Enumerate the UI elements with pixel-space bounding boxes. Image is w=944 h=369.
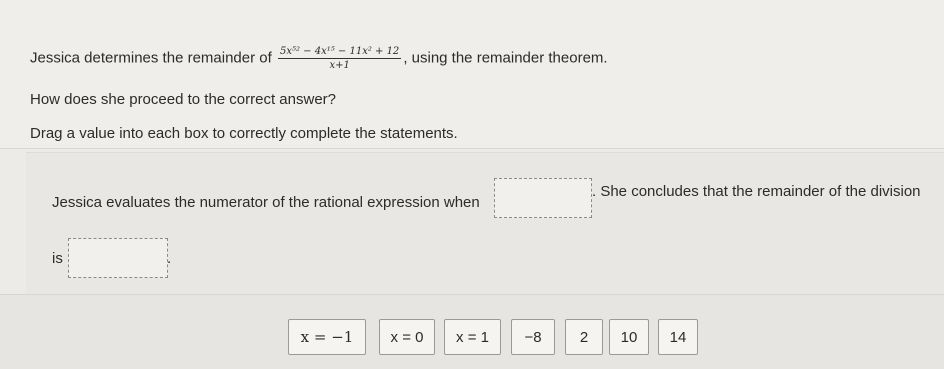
tile-2[interactable]: 2 — [565, 319, 603, 355]
question-line-1 — [30, 46, 608, 71]
fraction-denominator: x+1 — [329, 60, 350, 71]
tile-10[interactable]: 10 — [609, 319, 649, 355]
drop-box-x-value[interactable] — [494, 178, 592, 218]
tile-x-equals-neg1[interactable]: x = −1 — [288, 319, 366, 355]
fraction-numerator: 5x⁵² − 4x¹⁵ − 11x² + 12 — [279, 46, 400, 57]
question-area — [0, 0, 944, 148]
statement-text-3: is — [52, 250, 63, 267]
statement-text-2: . She concludes that the remainder of the division — [592, 183, 921, 200]
drop-box-remainder[interactable] — [68, 238, 168, 278]
question-instructions: Drag a value into each box to correctly complete the statements. — [30, 125, 458, 142]
statement-text-1: Jessica evaluates the numerator of the rational expression when — [52, 194, 480, 211]
statement-text-4: . — [167, 250, 172, 267]
question-line-2: How does she proceed to the correct answer? — [30, 91, 336, 108]
rational-expression — [278, 46, 401, 71]
tile-neg8[interactable]: −8 — [511, 319, 555, 355]
tile-x-equals-1[interactable]: x = 1 — [444, 319, 501, 355]
divider — [0, 148, 944, 149]
question-prefix: Jessica determines the remainder of — [30, 49, 272, 67]
tile-14[interactable]: 14 — [658, 319, 698, 355]
question-suffix: , using the remainder theorem. — [403, 49, 608, 67]
tile-x-equals-0[interactable]: x = 0 — [379, 319, 435, 355]
